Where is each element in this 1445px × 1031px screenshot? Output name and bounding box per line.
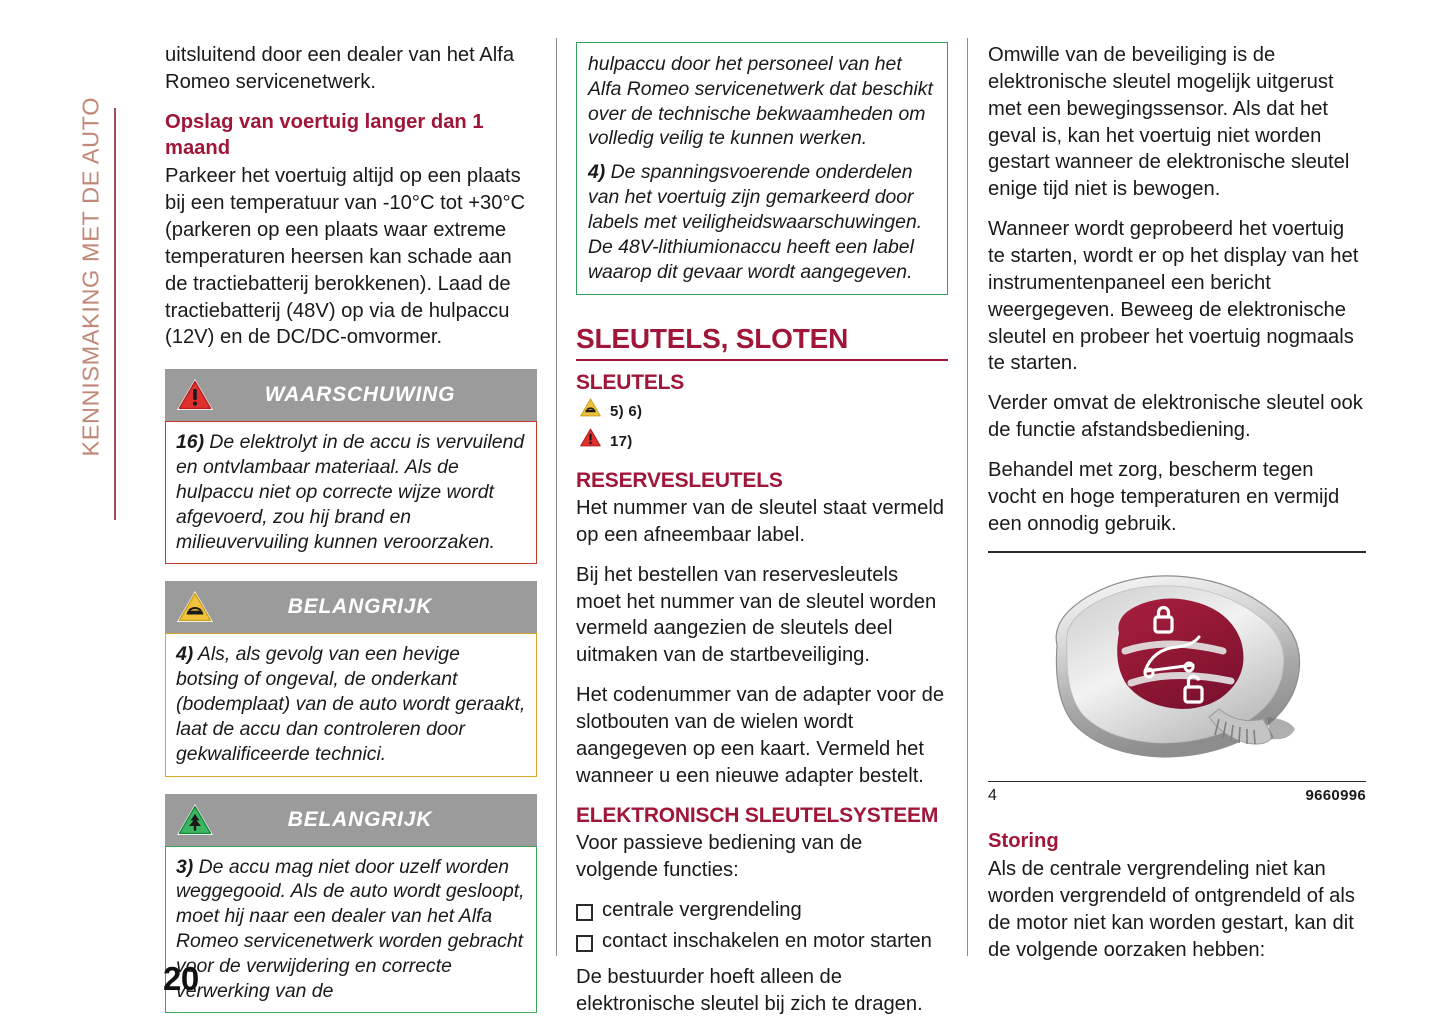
heading-storing: Storing — [988, 829, 1059, 852]
elektronisch-outro: De bestuurder hoeft alleen de elektronische sleutel bij zich te dragen. — [576, 966, 923, 1015]
square-bullet-icon — [576, 935, 593, 952]
note-reference: 16) — [176, 431, 205, 454]
body-paragraph: Verder omvat de elektronische sleutel ook de functie afstandsbediening. — [988, 392, 1363, 442]
symbol-row — [578, 429, 948, 455]
list-item-label: contact inschakelen en motor starten — [602, 929, 932, 952]
heading-reservesleutels: RESERVESLEUTELS — [576, 468, 783, 492]
key-fob-figure — [988, 553, 1366, 781]
column-3 — [988, 42, 1366, 977]
column-2 — [576, 42, 948, 1031]
heading-sleutels: SLEUTELS — [576, 370, 685, 394]
note-body — [165, 633, 537, 776]
intro-paragraph: uitsluitend door een dealer van het Alfa Romeo servicenetwerk. — [165, 44, 515, 93]
body-paragraph: Behandel met zorg, bescherm tegen vocht en hoge temperaturen en vermijd een onnodig gebruik. — [988, 459, 1340, 535]
note-waarschuwing — [165, 369, 537, 564]
note-title: BELANGRIJK — [287, 595, 433, 619]
caution-triangle-car-yellow-icon — [578, 396, 603, 427]
column-divider-1 — [556, 38, 557, 956]
note-header — [165, 581, 537, 633]
green-box-text: De spanningsvoerende onderdelen van het voertuig zijn gemarkeerd door labels met veiligheidswaarschuwingen. De 48V-lithiumionaccu heeft een label waarop dit gevaar wordt aangegeven. — [588, 161, 923, 283]
section-tab — [52, 30, 116, 500]
electronic-key-fob-illustration — [1027, 559, 1327, 775]
environment-triangle-tree-green-icon — [175, 802, 215, 838]
note-text: De elektrolyt in de accu is vervuilend en ontvlambaar materiaal. Als de hulpaccu niet op correcte wijze wordt afgevoerd, zou hij brand en milieuvervuiling kunnen veroorzaken. — [176, 431, 525, 553]
note-belangrijk-yellow — [165, 581, 537, 776]
section-title-rule — [576, 359, 948, 361]
section-tab-rule — [114, 108, 116, 520]
caution-triangle-car-yellow-icon — [175, 589, 215, 625]
reserve-paragraph: Het nummer van de sleutel staat vermeld op een afneembaar label. — [576, 497, 945, 546]
warning-triangle-red-icon — [175, 377, 215, 413]
body-paragraph: Omwille van de beveiliging is de elektronische sleutel mogelijk uitgerust met een bewegingssensor. Als dat het geval is, kan het voertuig niet worden gestart wanneer de elektronische sleutel enige tijd niet is bewogen. — [988, 44, 1350, 201]
page-number: 20 — [163, 960, 199, 997]
note-reference: 3) — [176, 855, 194, 878]
note-reference: 4) — [176, 643, 194, 666]
list-item-label: centrale vergrendeling — [602, 898, 802, 921]
storing-body: Als de centrale vergrendeling niet kan worden vergrendeld of ontgrendeld of als de motor niet kan worden gestart, kan dit de volgende oorzaken hebben: — [988, 858, 1355, 961]
symbol-row — [578, 399, 948, 425]
note-text: Als, als gevolg van een hevige botsing of ongeval, de onderkant (bodemplaat) van de auto wordt geraakt, laat de accu dan controleren door gekwalificeerde technici. — [176, 643, 526, 765]
page-title: SLEUTELS, SLOTEN — [576, 323, 849, 355]
function-list — [576, 897, 948, 955]
subheading-opslag: Opslag van voertuig langer dan 1 maand — [165, 110, 484, 159]
list-item — [576, 897, 948, 923]
elektronisch-intro: Voor passieve bediening van de volgende functies: — [576, 831, 863, 881]
body-paragraph: Wanneer wordt geprobeerd het voertuig te starten, wordt er op het display van het instrumentenpaneel een bericht weergegeven. Beweeg de elektronische sleutel en probeer het voertuig nogmaals te starten. — [988, 218, 1359, 375]
note-body — [165, 421, 537, 564]
green-box-note — [588, 160, 936, 284]
heading-elektronisch-sleutelsysteem: ELEKTRONISCH SLEUTELSYSTEEM — [576, 803, 939, 827]
reserve-paragraph: Bij het bestellen van reservesleutels moet het nummer van de sleutel worden vermeld aangezien de sleutels deel uitmaken van de startbeveiliging. — [576, 563, 937, 667]
note-body — [165, 846, 537, 1014]
note-title: WAARSCHUWING — [264, 383, 456, 407]
green-box-reference: 4) — [588, 161, 606, 184]
section-tab-label: KENNISMAKING MET DE AUTO — [77, 96, 104, 457]
symbol-references: 5) 6) — [610, 402, 643, 420]
figure-code: 9660996 — [1305, 786, 1366, 804]
column-1 — [165, 42, 537, 1030]
warning-triangle-red-icon — [578, 426, 603, 457]
figure-number: 4 — [988, 786, 997, 804]
note-header — [165, 794, 537, 846]
square-bullet-icon — [576, 904, 593, 921]
green-continuation-box — [576, 42, 948, 295]
green-box-continuation: hulpaccu door het personeel van het Alfa Romeo servicenetwerk dat beschikt over de technische bekwaamheden om volledig veilig te kunnen werken. — [588, 53, 933, 150]
note-header — [165, 369, 537, 421]
reserve-paragraph: Het codenummer van de adapter voor de slotbouten van de wielen wordt aangegeven op een kaart. Vermeld het wanneer u een nieuwe adapter bestelt. — [576, 684, 945, 787]
column-divider-2 — [967, 38, 968, 956]
opslag-body: Parkeer het voertuig altijd op een plaats bij een temperatuur van -10°C tot +30°C (parkeren op een plaats waar extreme temperaturen heersen kan schade aan de tractiebatterij berokkenen). Laad de tractiebatterij (48V) op via de hulpaccu (12V) en de DC/DC-omvormer. — [165, 165, 526, 349]
note-title: BELANGRIJK — [287, 807, 433, 831]
note-belangrijk-green — [165, 794, 537, 1014]
symbol-references: 17) — [610, 432, 633, 450]
note-text: De accu mag niet door uzelf worden weggegooid. Als de auto wordt gesloopt, moet hij naar een dealer van het Alfa Romeo servicenetwerk worden gebracht voor de verwijdering en correcte verwerking van de — [176, 855, 525, 1002]
list-item — [576, 928, 948, 954]
figure-caption — [988, 782, 1366, 806]
